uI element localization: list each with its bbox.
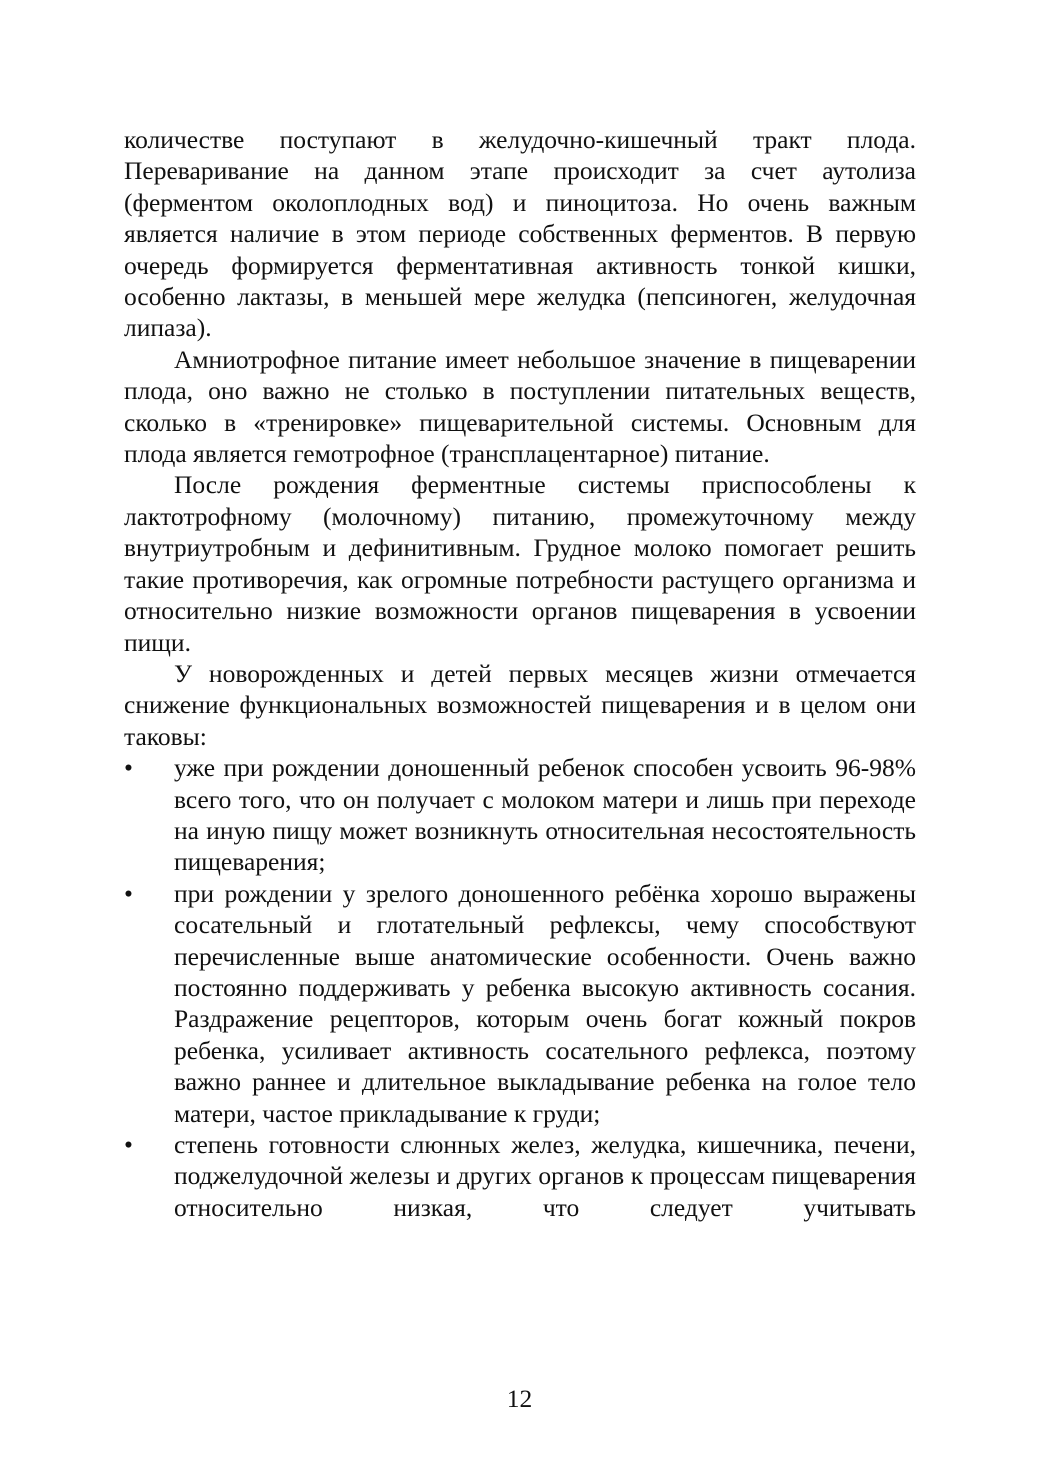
list-item-text: уже при рождении доношенный ребенок способен усвоить 96-98% всего того, что он получает с молоком матери и лишь при переходе на иную пищу может возникнуть относительная несостоятельность пищеварения;: [174, 753, 916, 877]
list-item-text: при рождении у зрелого доношенного ребёнка хорошо выражены сосательный и глотательный рефлексы, чему способствуют перечисленные выше анатомические особенности. Очень важно постоянно поддерживать у ребенка высокую активность сосания. Раздражение рецепторов, которым очень богат кожный покров ребенка, усиливает активность сосательного рефлекса, поэтому важно раннее и длительное выкладывание ребенка на голое тело матери, частое прикладывание к груди;: [174, 878, 916, 1128]
list-item: [124, 1129, 916, 1223]
page-number: 12: [506, 1384, 533, 1413]
bullet-list: [124, 752, 916, 1223]
body-text: [124, 124, 916, 1223]
paragraph-after-birth: После рождения ферментные системы приспособлены к лактотрофному (молочному) питанию, промежуточному между внутриутробным и дефинитивным. Грудное молоко помогает решить такие противоречия, как огромные потребности растущего организма и относительно низкие возможности органов пищеварения в усвоении пищи.: [124, 470, 916, 657]
list-item: [124, 752, 916, 878]
paragraph-newborns: У новорожденных и детей первых месяцев жизни отмечается снижение функциональных возможностей пищеварения и в целом они таковы:: [124, 658, 916, 751]
list-item-text: степень готовности слюнных желез, желудка, кишечника, печени, поджелудочной железы и других органов к процессам пищеварения относительно низкая, что следует учитывать: [174, 1130, 916, 1222]
paragraph-continued: количестве поступают в желудочно-кишечный тракт плода. Переваривание на данном этапе происходит за счет аутолиза (ферментом околоплодных вод) и пиноцитоза. Но очень важным является наличие в этом периоде собственных ферментов. В первую очередь формируется ферментативная активность тонкой кишки, особенно лактазы, в меньшей мере желудка (пепсиноген, желудочная липаза).: [124, 125, 916, 343]
bullet-icon: •: [124, 1130, 133, 1159]
bullet-icon: •: [124, 878, 133, 908]
list-item: [124, 878, 916, 1129]
bullet-icon: •: [124, 753, 133, 783]
paragraph-amniotrophic: Амниотрофное питание имеет небольшое значение в пищеварении плода, оно важно не столько в поступлении питательных веществ, сколько в «тренировке» пищеварительной системы. Основным для плода является гемотрофное (трансплацентарное) питание.: [124, 344, 916, 469]
